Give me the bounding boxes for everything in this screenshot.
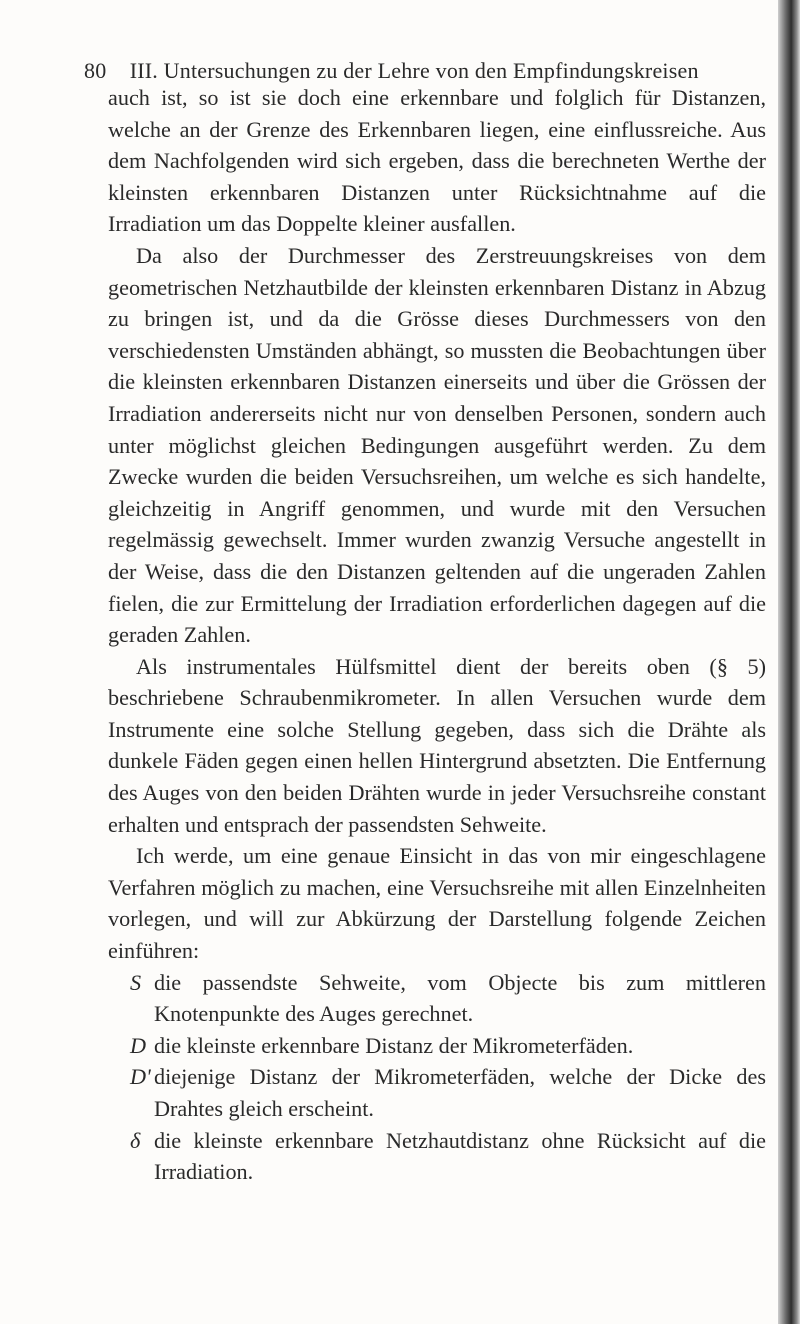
definition-item <box>116 967 766 1030</box>
paragraph-continuation: auch ist, so ist sie doch eine erkennbare und folglich für Distanzen, welche an der Grenze des Erkennbaren liegen, eine einflussreiche. Aus dem Nachfolgenden wird sich ergeben, dass die berechneten Werthe der kleinsten erkennbaren Distanzen unter Rücksichtnahme auf die Irradiation um das Doppelte kleiner ausfallen. <box>108 85 766 237</box>
paragraph-4: Ich werde, um eine genaue Einsicht in das von mir eingeschlagene Verfahren möglich zu machen, eine Versuchsreihe mit allen Einzelnheiten vorlegen, und will zur Abkürzung der Darstellung folgende Zeichen einführen: <box>108 843 766 964</box>
definition-list <box>108 967 766 1188</box>
definition-item <box>116 1030 766 1062</box>
definition-item <box>116 1061 766 1124</box>
page-header <box>84 58 699 84</box>
definition-symbol: S <box>130 969 142 995</box>
book-spine-edge <box>778 0 800 1324</box>
definition-symbol: D' <box>130 1064 151 1090</box>
definition-symbol: δ <box>130 1127 141 1153</box>
definition-text: die kleinste erkennbare Netzhautdistanz ohne Rücksicht auf die Irradiation. <box>154 1127 766 1185</box>
paragraph-2: Da also der Durchmesser des Zerstreuungskreises von dem geometrischen Netzhautbilde der kleinsten erkennbaren Distanz in Abzug zu bringen ist, und da die Grösse dieses Durchmessers von den verschiedensten Umständen abhängt, so mussten die Beobachtungen über die kleinsten erkennbaren Distanzen einerseits und über die Grössen der Irradiation andererseits nicht nur von denselben Personen, sondern auch unter möglichst gleichen Bedingungen ausgeführt werden. Zu dem Zwecke wurden die beiden Versuchsreihen, um welche es sich handelte, gleichzeitig in Angriff genommen, und wurde mit den Versuchen regelmässig gewechselt. Immer wurden zwanzig Versuche angestellt in der Weise, dass die den Distanzen geltenden auf die ungeraden Zahlen fielen, die zur Ermittelung der Irradiation erforderlichen dagegen auf die geraden Zahlen. <box>108 242 766 648</box>
page-number: 80 <box>84 58 107 83</box>
definition-text: diejenige Distanz der Mikrometerfäden, welche der Dicke des Drahtes gleich erscheint. <box>154 1064 766 1121</box>
definition-item <box>116 1125 766 1188</box>
definition-symbol: D <box>130 1032 147 1058</box>
definition-text: die passendste Sehweite, vom Objecte bis zum mittleren Knotenpunkte des Auges gerechnet. <box>154 969 766 1027</box>
body-text <box>108 82 766 1188</box>
definition-text: die kleinste erkennbare Distanz der Mikrometerfäden. <box>154 1032 634 1058</box>
paragraph-3: Als instrumentales Hülfsmittel dient der bereits oben (§ 5) beschriebene Schraubenmikrometer. In allen Versuchen wurde dem Instrumente eine solche Stellung gegeben, dass sich die Drähte als dunkele Fäden gegen einen hellen Hintergrund absetzten. Die Entfernung des Auges von den beiden Drähten wurde in jeder Versuchsreihe constant erhalten und entsprach der passendsten Sehweite. <box>108 653 766 837</box>
running-title: III. Untersuchungen zu der Lehre von den Empfindungskreisen <box>129 58 699 83</box>
